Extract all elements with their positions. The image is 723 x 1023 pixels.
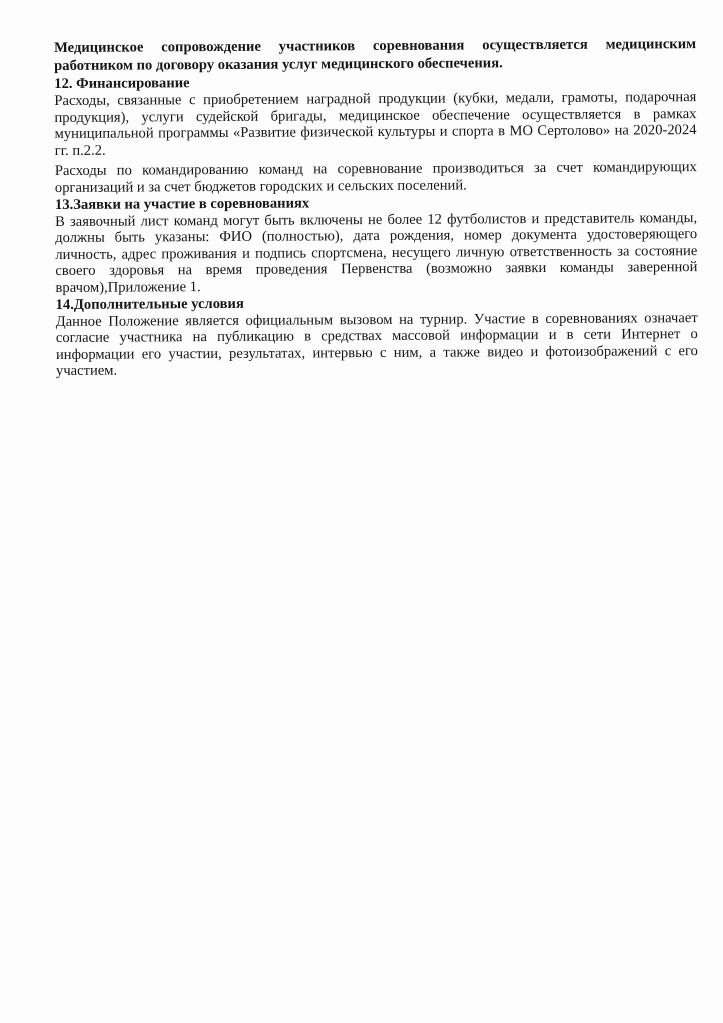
section-13-paragraph-1: В заявочный лист команд могут быть включены не более 12 футболистов и представитель команды, должны быть указаны: ФИО (полностью), дата рождения, номер документа удостоверяющего личность, адрес проживания и подпись спортсмена, несущего личную ответственность за состояние своего здоровья на время проведения Первенства (возможно заявки команды заверенной врачом),Приложение 1. xyxy=(55,209,698,296)
section-14-heading: 14.Дополнительные условия xyxy=(55,295,244,313)
section-12-paragraph-1: Расходы, связанные с приобретением наградной продукции (кубки, медали, грамоты, подарочная продукция), услуги судейской бригады, медицинское обеспечение осуществляется в рамках муниципальной программы «Развитие физической культуры и спорта в МО Сертолово» на 2020-2024 гг. п.2.2. xyxy=(54,89,697,159)
section-14-paragraph-1: Данное Положение является официальным вызовом на турнир. Участие в соревнованиях означает согласие участника на публикацию в средствах массовой информации и в сети Интернет о информации его участии, результатах, интервью с ним, а также видео и фотоизображений с его участием. xyxy=(55,309,698,380)
section-13-heading: 13.Заявки на участие в соревнованиях xyxy=(54,195,310,213)
document-body xyxy=(54,36,698,380)
section-12-paragraph-2: Расходы по командированию команд на соревнование производиться за счет командирующих организаций и за счет бюджетов городских и сельских поселений. xyxy=(54,159,697,196)
medical-support-paragraph: Медицинское сопровождение участников соревнования осуществляется медицинским работником по договору оказания услуг медицинского обеспечения. xyxy=(54,36,697,74)
section-12-heading: 12. Финансирование xyxy=(54,75,190,92)
